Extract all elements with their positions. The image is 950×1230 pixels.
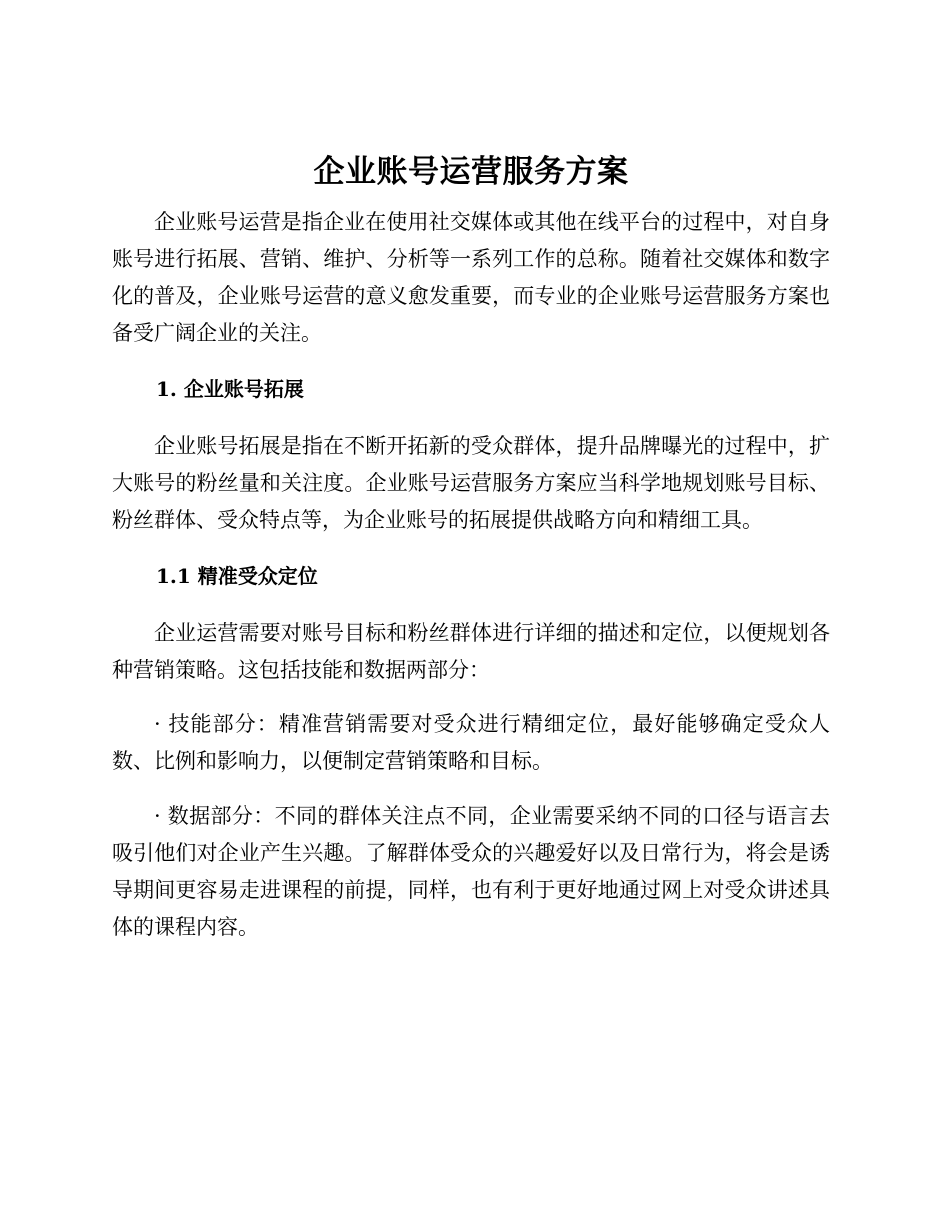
document-title: 企业账号运营服务方案: [313, 154, 629, 190]
intro-paragraph: 企业账号运营是指企业在使用社交媒体或其他在线平台的过程中，对自身账号进行拓展、营销、维护、分析等一系列工作的总称。随着社交媒体和数字化的普及，企业账号运营的意义愈发重要，而专业的企业账号运营服务方案也备受广阔企业的关注。: [112, 210, 830, 345]
section-1-paragraph: 企业账号拓展是指在不断开拓新的受众群体，提升品牌曝光的过程中，扩大账号的粉丝量和关注度。企业账号运营服务方案应当科学地规划账号目标、粉丝群体、受众特点等，为企业账号的拓展提供战略方向和精细工具。: [112, 434, 830, 532]
bullet-data: · 数据部分：不同的群体关注点不同，企业需要采纳不同的口径与语言去吸引他们对企业产生兴趣。了解群体受众的兴趣爱好以及日常行为，将会是诱导期间更容易走进课程的前提，同样，也有利于更好地通过网上对受众讲述具体的课程内容。: [112, 804, 830, 939]
section-1-heading: 1. 企业账号拓展: [156, 377, 304, 401]
document-page: [112, 150, 830, 946]
section-1-1-paragraph: 企业运营需要对账号目标和粉丝群体进行详细的描述和定位，以便规划各种营销策略。这包括技能和数据两部分：: [112, 621, 830, 682]
section-1-1-heading: 1.1 精准受众定位: [156, 564, 318, 588]
bullet-skills: · 技能部分：精准营销需要对受众进行精细定位，最好能够确定受众人数、比例和影响力，以便制定营销策略和目标。: [112, 712, 830, 773]
